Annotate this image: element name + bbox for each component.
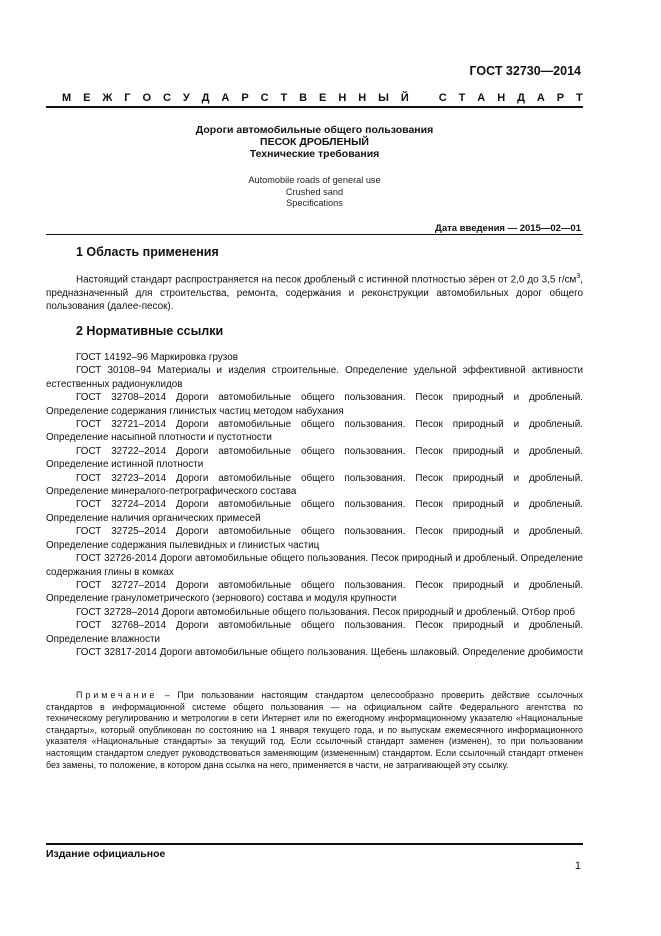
reference-item: ГОСТ 32724–2014 Дороги автомобильные общего пользования. Песок природный и дробленый. Определение наличия органических примесей xyxy=(46,499,583,524)
reference-item: ГОСТ 32721–2014 Дороги автомобильные общего пользования. Песок природный и дробленый. Определение насыпной плотности и пустотности xyxy=(46,419,583,444)
header-rule xyxy=(46,106,583,108)
standard-number: ГОСТ 32730—2014 xyxy=(469,64,581,78)
reference-item: ГОСТ 32723–2014 Дороги автомобильные общего пользования. Песок природный и дробленый. Определение минералого-петрографического состава xyxy=(46,472,583,498)
title-line-1: Дороги автомобильные общего пользования xyxy=(195,124,434,136)
reference-item: ГОСТ 32817-2014 Дороги автомобильные общего пользования. Щебень шлаковый. Определение дробимости xyxy=(76,646,583,658)
banner-letter: С xyxy=(162,92,171,104)
english-title-block xyxy=(46,175,583,210)
banner-letter: Н xyxy=(497,92,506,104)
english-title-line-3: Specifications xyxy=(286,198,343,208)
reference-item: ГОСТ 32722–2014 Дороги автомобильные общего пользования. Песок природный и дробленый. Определение истинной плотности xyxy=(46,445,583,471)
reference-item: ГОСТ 32728–2014 Дороги автомобильные общего пользования. Песок природный и дробленый. Отбор проб xyxy=(76,606,576,618)
scope-text-b: , предназначенный для строительства, ремонта, содержания и реконструкции автомобильных дорог общего пользования (далее-песок). xyxy=(46,274,583,313)
interstate-standard-banner xyxy=(62,92,583,104)
banner-letter xyxy=(421,92,427,104)
reference-item: ГОСТ 32768–2014 Дороги автомобильные общего пользования. Песок природный и дробленый. Определение влажности xyxy=(46,620,583,645)
scope-superscript: 3 xyxy=(576,273,581,280)
reference-item: ГОСТ 32725–2014 Дороги автомобильные общего пользования. Песок природный и дробленый. Определение содержания пылевидных и глинистых частиц xyxy=(46,526,583,551)
english-title-line-1: Automobile roads of general use xyxy=(248,175,381,185)
banner-letter: С xyxy=(438,92,447,104)
banner-letter: Т xyxy=(576,92,583,104)
normative-references-list xyxy=(46,351,583,659)
title-block xyxy=(46,124,583,160)
banner-letter: Н xyxy=(338,92,347,104)
banner-letter: Ы xyxy=(378,92,389,104)
banner-letter: О xyxy=(142,92,152,104)
date-rule xyxy=(46,234,583,235)
banner-letter: Е xyxy=(319,92,327,104)
introduction-date: Дата введения — 2015—02—01 xyxy=(435,223,581,234)
reference-item: ГОСТ 30108–94 Материалы и изделия строительные. Определение удельной эффективной активности естественных радионуклидов xyxy=(46,365,583,390)
scope-paragraph xyxy=(46,270,583,314)
title-line-2: ПЕСОК ДРОБЛЕНЫЙ xyxy=(260,136,369,148)
banner-letter: Т xyxy=(280,92,288,104)
banner-letter: Р xyxy=(556,92,565,104)
title-line-3: Технические требования xyxy=(249,148,380,160)
section-2-heading: 2 Нормативные ссылки xyxy=(76,324,224,338)
banner-letter: А xyxy=(221,92,230,104)
banner-letter: Е xyxy=(83,92,91,104)
banner-letter: У xyxy=(182,92,190,104)
banner-letter: С xyxy=(260,92,269,104)
english-title-line-2: Crushed sand xyxy=(285,186,344,197)
section-1-heading: 1 Область применения xyxy=(76,245,219,259)
footer-rule xyxy=(46,843,583,845)
page-number: 1 xyxy=(574,860,581,872)
banner-letter: В xyxy=(299,92,308,104)
official-edition-label: Издание официальное xyxy=(46,848,166,860)
reference-item: ГОСТ 14192–96 Маркировка грузов xyxy=(76,352,238,363)
reference-item: ГОСТ 32708–2014 Дороги автомобильные общего пользования. Песок природный и дробленый. Определение содержания глинистых частиц методом набухания xyxy=(46,392,583,417)
banner-letter: М xyxy=(62,92,72,104)
scope-text-a: Настоящий стандарт распространяется на песок дробленый с истинной плотностью зёрен от 2,0 до 3,5 г/см xyxy=(76,274,577,286)
banner-letter: Й xyxy=(400,92,409,104)
banner-letter: Д xyxy=(517,92,525,104)
banner-letter: Ж xyxy=(102,92,113,104)
banner-letter: А xyxy=(477,92,486,104)
note-label: Примечание xyxy=(76,690,158,700)
section-1-body xyxy=(46,270,583,314)
banner-letter: Д xyxy=(201,92,210,104)
banner-letter: А xyxy=(536,92,545,104)
note-paragraph xyxy=(46,690,583,771)
note-text: – При пользовании настоящим стандартом целесообразно проверить действие ссылочных стандартов в информационной системе общего пользования — на официальном сайте Федерального агентства по техническому регулированию и метрологии в сети Интернет или по ежегодному информационному указателю «Национальные стандарты», который опубликован по состоянию на 1 января текущего года, и по выпускам ежемесячного информационного указателя «Национальные стандарты» за текущий год. Если ссылочный стандарт заменен (изменен), то при пользовании настоящим стандартом следует руководствоваться заменяющим (измененным) стандартом. Если ссылочный стандарт отменен без замены, то положение, в котором дана ссылка на него, применяется в части, не затрагивающей эту ссылку. xyxy=(46,690,583,770)
reference-item: ГОСТ 32727–2014 Дороги автомобильные общего пользования. Песок природный и дробленый. Определение гранулометрического (зернового) состава и модуля крупности xyxy=(46,579,583,605)
banner-letter: Т xyxy=(458,92,466,104)
banner-letter: Р xyxy=(241,92,249,104)
banner-letter: Н xyxy=(358,92,367,104)
banner-letter: Г xyxy=(124,92,131,104)
reference-item: ГОСТ 32726-2014 Дороги автомобильные общего пользования. Песок природный и дробленый. Определение содержания глины в комках xyxy=(46,553,583,578)
